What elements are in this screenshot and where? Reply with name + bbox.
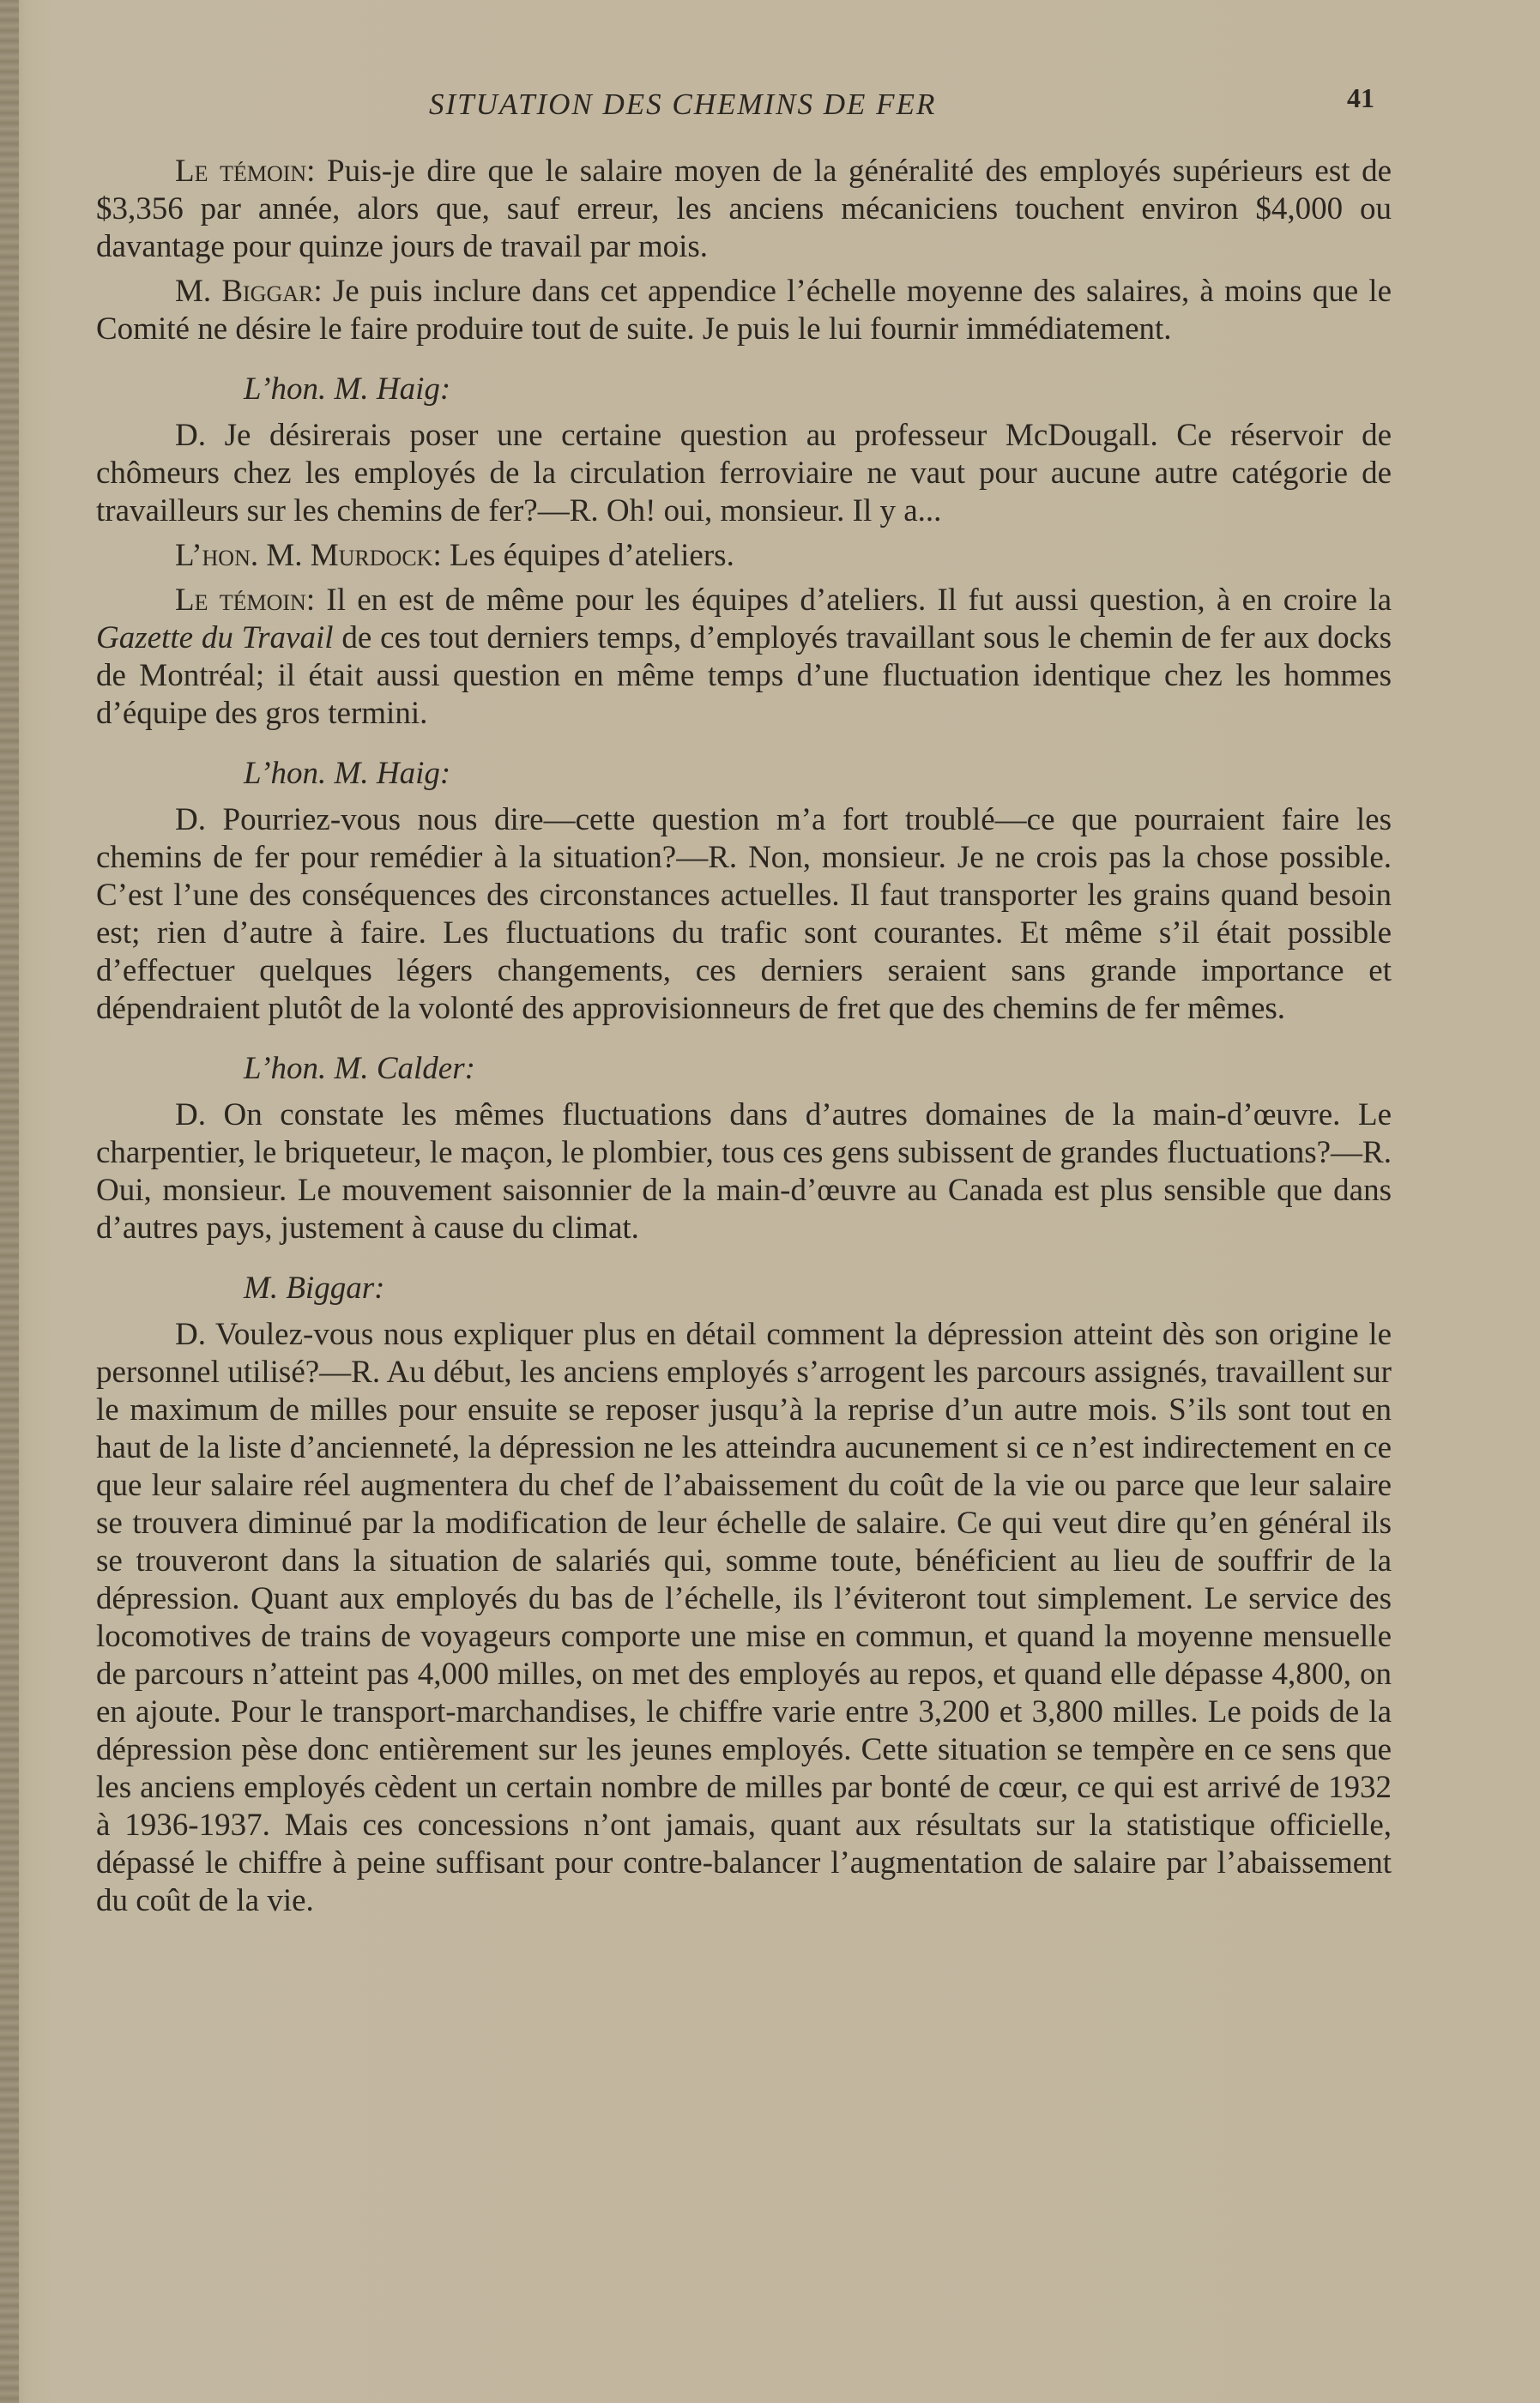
paragraph-murdock <box>96 537 1392 575</box>
interlocutor-heading: M. Biggar: <box>244 1271 385 1306</box>
page-header <box>0 82 1540 134</box>
publication-title: Gazette du Travail <box>96 620 334 655</box>
paragraph-text: de ces tout derniers temps, d’employés travaillant sous le chemin de fer aux docks de Montréal; il était aussi question en même temps d’une fluctuation identique chez les hommes d’équipe des gros termini. <box>96 620 1392 731</box>
paragraph-text: Il en est de même pour les équipes d’ateliers. Il fut aussi question, à en croire la <box>326 583 1392 618</box>
interlocutor-heading: L’hon. M. Haig: <box>244 371 451 407</box>
paragraph-biggar-1 <box>96 273 1392 348</box>
paragraph-question-1: D. Je désirerais poser une certaine question au professeur McDougall. Ce réservoir de chômeurs chez les employés de la circulation ferroviaire ne vaut pour aucune autre catégorie de travailleurs sur les chemins de fer?—R. Oh! oui, monsieur. Il y a... <box>96 418 1392 528</box>
book-binding-edge <box>0 0 19 2403</box>
interlocutor-heading: L’hon. M. Haig: <box>244 756 451 791</box>
page-body <box>96 153 1392 1927</box>
speaker-label: Le témoin: <box>175 154 316 189</box>
speaker-label: Le témoin: <box>175 583 316 618</box>
paragraph-question-4: D. Voulez-vous nous expliquer plus en détail comment la dépression atteint dès son origine le personnel utilisé?—R. Au début, les anciens employés s’arrogent les parcours assignés, travaillent sur le maximum de milles pour ensuite se reposer jusqu’à la reprise d’un autre mois. S’ils sont tout en haut de la liste d’ancienneté, la dépression ne les atteindra aucunement si ce n’est indirectement en ce que leur salaire réel augmentera du chef de l’abaissement du coût de la vie ou parce que leur salaire se trouvera diminué par la modification de leur échelle de salaire. Ce qui veut dire qu’en général ils se trouveront dans la situation de salariés qui, somme toute, bénéficient au lieu de souffrir de la dépression. Quant aux employés du bas de l’échelle, ils l’éviteront tout simplement. Le service des locomotives de trains de voyageurs comporte une mise en commun, et quand la moyenne mensuelle de parcours n’atteint pas 4,000 milles, on met des employés au repos, et quand elle dépasse 4,800, on en ajoute. Pour le transport-marchandises, le chiffre varie entre 3,200 et 3,800 milles. Le poids de la dépression pèse donc entièrement sur les jeunes employés. Cette situation se tempère en ce sens que les anciens employés cèdent un certain nombre de milles par bonté de cœur, ce qui est arrivé de 1932 à 1936-1937. Mais ces concessions n’ont jamais, quant aux résultats sur la statistique officielle, dépassé le chiffre à peine suffisant pour contre-balancer l’augmentation de salaire par l’abaissement du coût de la vie. <box>96 1317 1392 1918</box>
paragraph-question-2: D. Pourriez-vous nous dire—cette question m’a fort troublé—ce que pourraient faire les chemins de fer pour remédier à la situation?—R. Non, monsieur. Je ne crois pas la chose possible. C’est l’une des conséquences des circonstances actuelles. Il faut transporter les grains quand besoin est; rien d’autre à faire. Les fluctuations du trafic sont courantes. Et même s’il était possible d’effectuer quelques légers changements, ces derniers seraient sans grande importance et dépendraient plutôt de la volonté des approvisionneurs de fret que des chemins de fer mêmes. <box>96 802 1392 1026</box>
interlocutor-heading: L’hon. M. Calder: <box>244 1051 475 1086</box>
speaker-label: L’hon. M. Murdock: <box>175 538 442 573</box>
paragraph-text: Je puis inclure dans cet appendice l’échelle moyenne des salaires, à moins que le Comité ne désire le faire produire tout de suite. Je puis le lui fournir immédiatement. <box>96 274 1392 347</box>
speaker-label: M. Biggar: <box>175 274 323 309</box>
paragraph-text: Les équipes d’ateliers. <box>449 538 734 573</box>
paragraph-question-3: D. On constate les mêmes fluctuations dans d’autres domaines de la main-d’œuvre. Le charpentier, le briqueteur, le maçon, le plombier, tous ces gens subissent de grandes fluctuations?—R. Oui, monsieur. Le mouvement saisonnier de la main-d’œuvre au Canada est plus sensible que dans d’autres pays, justement à cause du climat. <box>96 1097 1392 1246</box>
running-head: SITUATION DES CHEMINS DE FER <box>429 88 937 121</box>
page-number: 41 <box>1347 82 1374 113</box>
paragraph-witness-2 <box>96 582 1392 733</box>
paragraph-witness-1 <box>96 153 1392 266</box>
paragraph-text: Puis-je dire que le salaire moyen de la généralité des employés supérieurs est de $3,356 par année, alors que, sauf erreur, les anciens mécaniciens touchent environ $4,000 ou davantage pour quinze jours de travail par mois. <box>96 154 1392 264</box>
